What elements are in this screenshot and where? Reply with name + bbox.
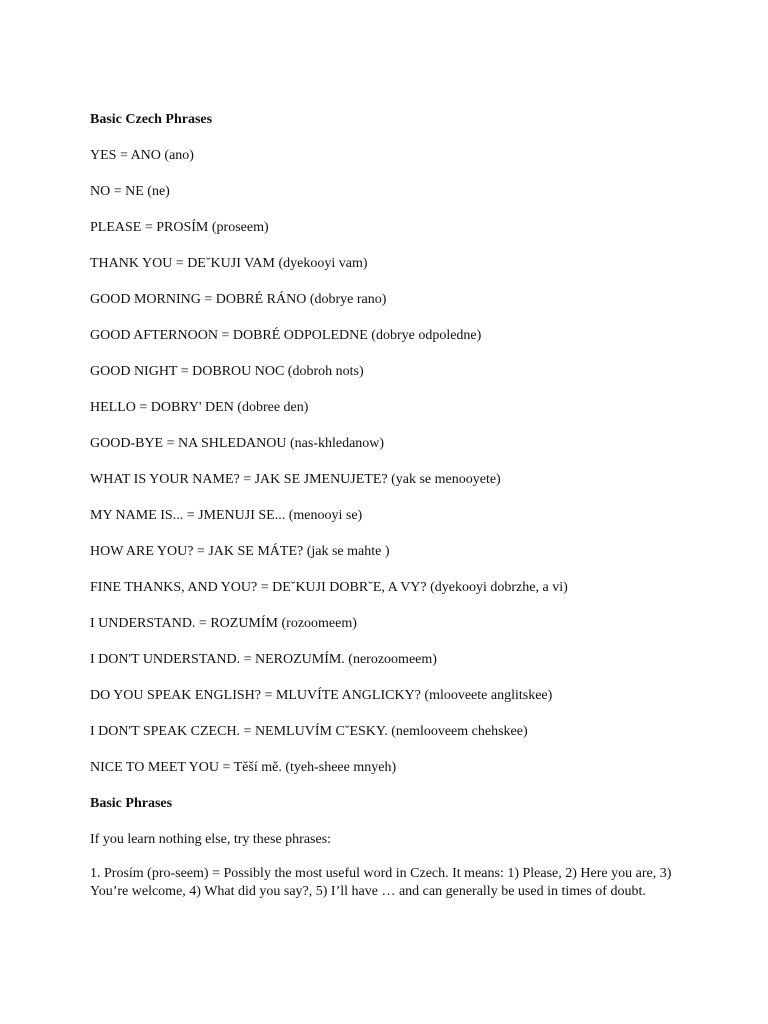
phrase-line: NICE TO MEET YOU = Těší mě. (tyeh-sheee mnyeh) xyxy=(90,760,397,775)
document-page xyxy=(90,111,690,917)
phrase-line: PLEASE = PROSÍM (proseem) xyxy=(90,220,269,235)
phrase-line: NO = NE (ne) xyxy=(90,184,170,199)
section-title: Basic Phrases xyxy=(90,796,173,811)
phrase-line: I DON'T SPEAK CZECH. = NEMLUVÍM CˇESKY. (nemlooveem chehskee) xyxy=(90,724,528,739)
phrase-line: FINE THANKS, AND YOU? = DEˇKUJI DOBRˇE, A VY? (dyekooyi dobrzhe, a vi) xyxy=(90,580,568,595)
phrase-line: WHAT IS YOUR NAME? = JAK SE JMENUJETE? (yak se menooyete) xyxy=(90,472,501,487)
numbered-item: 1. Prosím (pro-seem) = Possibly the most useful word in Czech. It means: 1) Please, 2) Here you are, 3) You’re welcome, 4) What did you say?, 5) I’ll have … and can generally be used in times of doubt. xyxy=(90,866,672,899)
phrase-line: GOOD NIGHT = DOBROU NOC (dobroh nots) xyxy=(90,364,364,379)
phrase-line: GOOD MORNING = DOBRÉ RÁNO (dobrye rano) xyxy=(90,292,387,307)
phrase-line: GOOD-BYE = NA SHLEDANOU (nas-khledanow) xyxy=(90,436,385,451)
phrase-line: YES = ANO (ano) xyxy=(90,148,194,163)
phrase-line: HOW ARE YOU? = JAK SE MÁTE? (jak se mahte ) xyxy=(90,544,390,559)
phrase-line: GOOD AFTERNOON = DOBRÉ ODPOLEDNE (dobrye odpoledne) xyxy=(90,328,482,343)
document-title: Basic Czech Phrases xyxy=(90,112,213,127)
phrase-line: I DON'T UNDERSTAND. = NEROZUMÍM. (nerozoomeem) xyxy=(90,652,437,667)
phrase-line: MY NAME IS... = JMENUJI SE... (menooyi se) xyxy=(90,508,363,523)
phrase-line: HELLO = DOBRY' DEN (dobree den) xyxy=(90,400,309,415)
phrase-line: THANK YOU = DEˇKUJI VAM (dyekooyi vam) xyxy=(90,256,368,271)
intro-text: If you learn nothing else, try these phrases: xyxy=(90,832,332,847)
phrase-line: I UNDERSTAND. = ROZUMÍM (rozoomeem) xyxy=(90,616,357,631)
phrase-line: DO YOU SPEAK ENGLISH? = MLUVÍTE ANGLICKY? (mlooveete anglitskee) xyxy=(90,688,553,703)
